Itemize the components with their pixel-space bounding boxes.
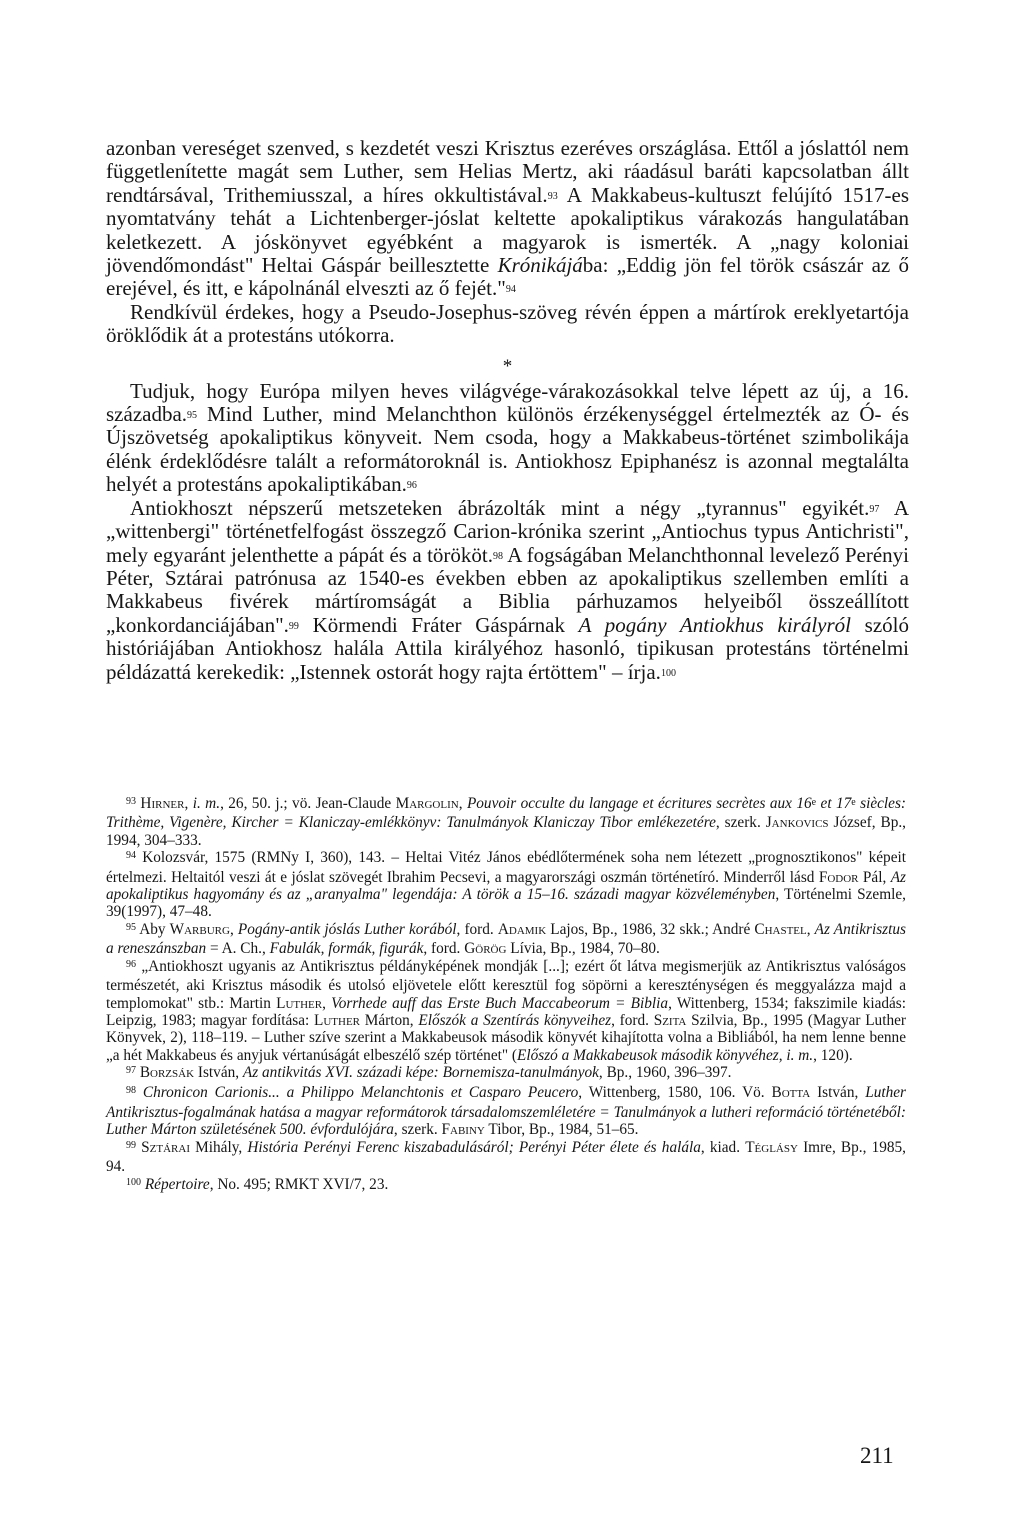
- text-run: Lajos, Bp., 1986, 32 skk.; André: [546, 921, 755, 939]
- italic-run: i. m.: [192, 795, 221, 812]
- text-run: szóló históriájában Antiokhosz halála Attila királyéhoz hasonló, tipikusan protestáns történelmi példázattá kerekedik: „Istennek ostorát hogy rajta értöttem" – írja.: [106, 612, 910, 684]
- footnote-number: 100: [126, 1176, 141, 1188]
- author-name: Adamik: [497, 921, 547, 939]
- footnote-number: 97: [126, 1065, 136, 1077]
- author-name: Görög: [464, 940, 507, 958]
- footnote-97: [106, 1064, 906, 1083]
- paragraph-3: [106, 380, 909, 497]
- text-run: István,: [194, 1064, 243, 1082]
- text-run: , Történelmi Szemle, 39(1997), 47–48.: [106, 885, 906, 921]
- text-run: , kiad.: [700, 1138, 746, 1156]
- footnote-ref-100[interactable]: 100: [660, 667, 676, 679]
- italic-run: Az antikvitás XVI. századi képe: Bornemisza-tanulmányok: [242, 1064, 599, 1082]
- text-run: Tudjuk, hogy Európa milyen heves világvége-várakozásokkal telve lépett az új, a 16. századba.: [106, 378, 909, 427]
- author-name: Warburg: [169, 921, 230, 939]
- footnote-93: [106, 795, 906, 849]
- author-name: Sztárai: [141, 1138, 190, 1156]
- superscript: e: [851, 797, 856, 808]
- text-run: A Makkabeus-kultuszt felújító 1517-es nyomtatvány tehát a Lichtenberger-jóslat keltette apokaliptikus várakozás hangulatában keletkezett. A jóskönyvet egyébként a magyarok is ismerték. A „nagy koloniai jövendőmondást" Heltai Gáspár beillesztette: [106, 182, 909, 278]
- italic-run: Pouvoir occulte du langage et écritures secrètes aux 16: [466, 795, 812, 812]
- text-run: azonban vereséget szenved, s kezdetét veszi Krisztus ezeréves országlása. Ettől a jóslattól nem függetlenítette magát sem Luther, sem Helias Mertz, aki ráadásul baráti kapcsolatban állt rendtársával, Trithemiusszal, a híres okkultistával.: [106, 136, 909, 207]
- page-number: 211: [860, 1443, 894, 1468]
- text-run: Mihály,: [190, 1138, 248, 1156]
- text-run: , 26, 50. j.; vö. Jean-Claude: [220, 795, 396, 812]
- italic-run: História Perényi Ferenc kiszabadulásáról; Perényi Péter élete és halála: [247, 1138, 701, 1156]
- section-divider: *: [502, 355, 513, 377]
- italic-run: Luther Antikrisztus-fogalmának hatása a magyar reformátorok társadalomszemléletére = Tanulmányok a lutheri reformáció történetéből: Luther Márton születésének 500. évfordulójára: [106, 1084, 906, 1138]
- italic-run: Előszók a Szentírás könyveihez: [418, 1012, 612, 1030]
- text-run: Antiokhoszt népszerű metszeteken ábrázolták mint a négy „tyrannus" egyikét.: [130, 495, 870, 520]
- text-run: , Wittenberg, 1534; fakszimile kiadás: Leipzig, 1983; magyar fordítása:: [106, 994, 906, 1030]
- paragraph-4: [106, 497, 909, 684]
- author-name: Szita: [653, 1012, 687, 1030]
- text-run: Kolozsvár, 1575 (RMNy I, 360), 143. – Heltai Vitéz János ebédlőtermének soha nem létezett „prognosztikonos" képeit értelmezi. Heltaitól veszi át e jóslat szövegét Ibrahim Pecsevi, a magyarországi oszmán történetíró. Minderről lásd: [106, 849, 906, 886]
- italic-run: Répertoire: [144, 1175, 210, 1193]
- text-run: Körmendi Fráter Gáspárnak: [298, 612, 579, 637]
- footnote-number: 98: [126, 1085, 136, 1097]
- footnote-99: [106, 1139, 906, 1176]
- author-name: Luther: [314, 1012, 361, 1030]
- text-run: , Wittenberg, 1580, 106. Vö.: [578, 1084, 772, 1102]
- author-name: Hirner: [140, 795, 185, 812]
- italic-run: Előszó a Makkabeusok második könyvéhez, i. m.: [517, 1046, 814, 1064]
- text-run: ,: [458, 795, 467, 812]
- author-name: Botta: [771, 1084, 811, 1102]
- main-text: [106, 137, 909, 684]
- text-run: , szerk.: [393, 1120, 442, 1138]
- text-run: , No. 495; RMKT XVI/7, 23.: [209, 1175, 389, 1193]
- author-name: Borzsák: [139, 1064, 195, 1082]
- italic-run: siècles: Trithème, Vigenère, Kircher = Klaniczay-emlékkönyv: Tanulmányok Klaniczay Tibor emlékezetére: [106, 795, 906, 832]
- italic-run: Az Antikrisztus a reneszánszban: [106, 921, 906, 958]
- text-run: Imre, Bp., 1985, 94.: [106, 1138, 906, 1175]
- superscript: e: [811, 797, 817, 808]
- footnote-ref-99[interactable]: 99: [288, 620, 299, 632]
- footnote-number: 95: [126, 922, 136, 934]
- text-run: ,: [322, 994, 332, 1012]
- text-run: , Bp., 1960, 396–397.: [598, 1064, 732, 1082]
- author-name: Chastel: [754, 921, 807, 939]
- author-name: Luther: [276, 994, 323, 1012]
- text-run: = A. Ch.,: [206, 940, 270, 958]
- footnote-ref-96[interactable]: 96: [406, 480, 417, 492]
- text-run: , 120).: [813, 1046, 853, 1064]
- footnote-number: 96: [126, 959, 136, 971]
- text-run: , ford.: [456, 921, 498, 939]
- footnote-number: 99: [126, 1139, 136, 1151]
- italic-run: Fabulák, formák, figurák: [269, 940, 424, 958]
- author-name: Fodor: [818, 868, 859, 886]
- italic-run: Az apokaliptikus hagyomány és az „aranyalma" legendája: A török a 15–16. századi magyar közvéleményben: [106, 868, 906, 903]
- italic-run: Pogány-antik jóslás Luther korából: [237, 921, 457, 939]
- italic-run: A pogány Antiokhus királyról: [578, 612, 852, 637]
- text-run: A fogságában Melanchthonnal levelező Perényi Péter, Sztárai patrónusa az 1540-es években ebben az apokaliptikus szellemben említi a Makkabeus fivérek mártíromságát a Biblia párhuzamos helyeiből összeállított „konkordanciájában".: [106, 542, 909, 637]
- footnote-ref-95[interactable]: 95: [187, 410, 198, 422]
- text-run: Aby: [139, 921, 170, 939]
- text-run: Márton,: [360, 1012, 419, 1030]
- footnote-94: [106, 849, 906, 920]
- text-run: ,: [229, 921, 238, 939]
- text-run: A „wittenbergi" történetfelfogást összegző Carion-krónika szerint „Antiochus typus Antichristi", mely egyaránt jelenthette a pápát és a törököt.: [106, 495, 909, 567]
- text-run: István,: [810, 1084, 866, 1102]
- paragraph-2: Rendkívül érdekes, hogy a Pseudo-Josephus-szöveg révén éppen a mártírok ereklyetartója öröklődik át a protestáns utókorra.: [106, 299, 909, 348]
- text-run: József, Bp., 1994, 304–333.: [106, 814, 906, 849]
- italic-run: et 17: [816, 795, 852, 812]
- footnote-ref-97[interactable]: 97: [869, 503, 880, 515]
- text-run: Lívia, Bp., 1984, 70–80.: [506, 940, 660, 958]
- footnote-95: [106, 921, 906, 958]
- text-run: ba: „Eddig jön fel török császár az ő erejével, és itt, e kápolnánál elveszti az ő fejét.": [106, 253, 909, 301]
- footnote-100: [106, 1176, 906, 1195]
- italic-run: Vorrhede auff das Erste Buch Maccabeorum = Biblia: [331, 994, 669, 1012]
- text-run: , ford.: [423, 940, 465, 958]
- footnote-ref-94[interactable]: 94: [505, 284, 516, 296]
- footnote-number: 94: [126, 850, 136, 862]
- author-name: Margolin: [395, 795, 459, 812]
- text-run: Tibor, Bp., 1984, 51–65.: [484, 1120, 639, 1138]
- text-run: ,: [806, 921, 815, 939]
- text-run: , szerk.: [715, 814, 766, 832]
- text-run: Pál,: [858, 868, 891, 886]
- footnote-ref-98[interactable]: 98: [493, 550, 503, 562]
- footnote-96: [106, 958, 906, 1064]
- text-run: „Antiokhoszt ugyanis az Antikrisztus példányképének mondják [...]; ezért őt látva megismerjük az Antikrisztus valóságos természetét, aki Krisztus második és utolsó eljövetele előtt keresztül fog söpörni a kereszténységen és meggyalázza majd a templomokat" stb.: Martin: [106, 958, 906, 1012]
- footnote-ref-93[interactable]: 93: [547, 190, 558, 202]
- text-run: Mind Luther, mind Melanchthon különös érzékenységgel értelmezték az Ó- és Újszövetség apokaliptikus könyveit. Nem csoda, hogy a Makkabeus-történet szimbolikája élénk érdeklődésre talált a reformátoroknál is. Antiokhosz Epiphanész is azonnal megtalálta helyét a protestáns apokaliptikában.: [106, 402, 909, 497]
- text-run: Szilvia, Bp., 1995 (Magyar Luther Könyvek, 2), 118–119. – Luther szíve szerint a Makkabeusok második könyvét kihajította volna a Bibliából, ha nem lenne benne „a hét Makkabeus és anyjuk vértanúságát elbeszélő szép történet" (: [106, 1012, 906, 1064]
- author-name: Fabiny: [441, 1120, 485, 1138]
- paragraph-1: [106, 137, 909, 301]
- author-name: Jankovics: [765, 814, 829, 832]
- footnote-number: 93: [126, 796, 136, 807]
- text-run: ,: [184, 795, 193, 812]
- italic-run: Chronicon Carionis... a Philippo Melanchtonis et Casparo Peucero: [142, 1084, 579, 1102]
- footnote-98: [106, 1084, 906, 1138]
- italic-run: Krónikájá: [497, 253, 583, 278]
- footnotes: [106, 795, 906, 1196]
- text-run: , ford.: [611, 1012, 654, 1030]
- author-name: Téglásy: [745, 1138, 798, 1156]
